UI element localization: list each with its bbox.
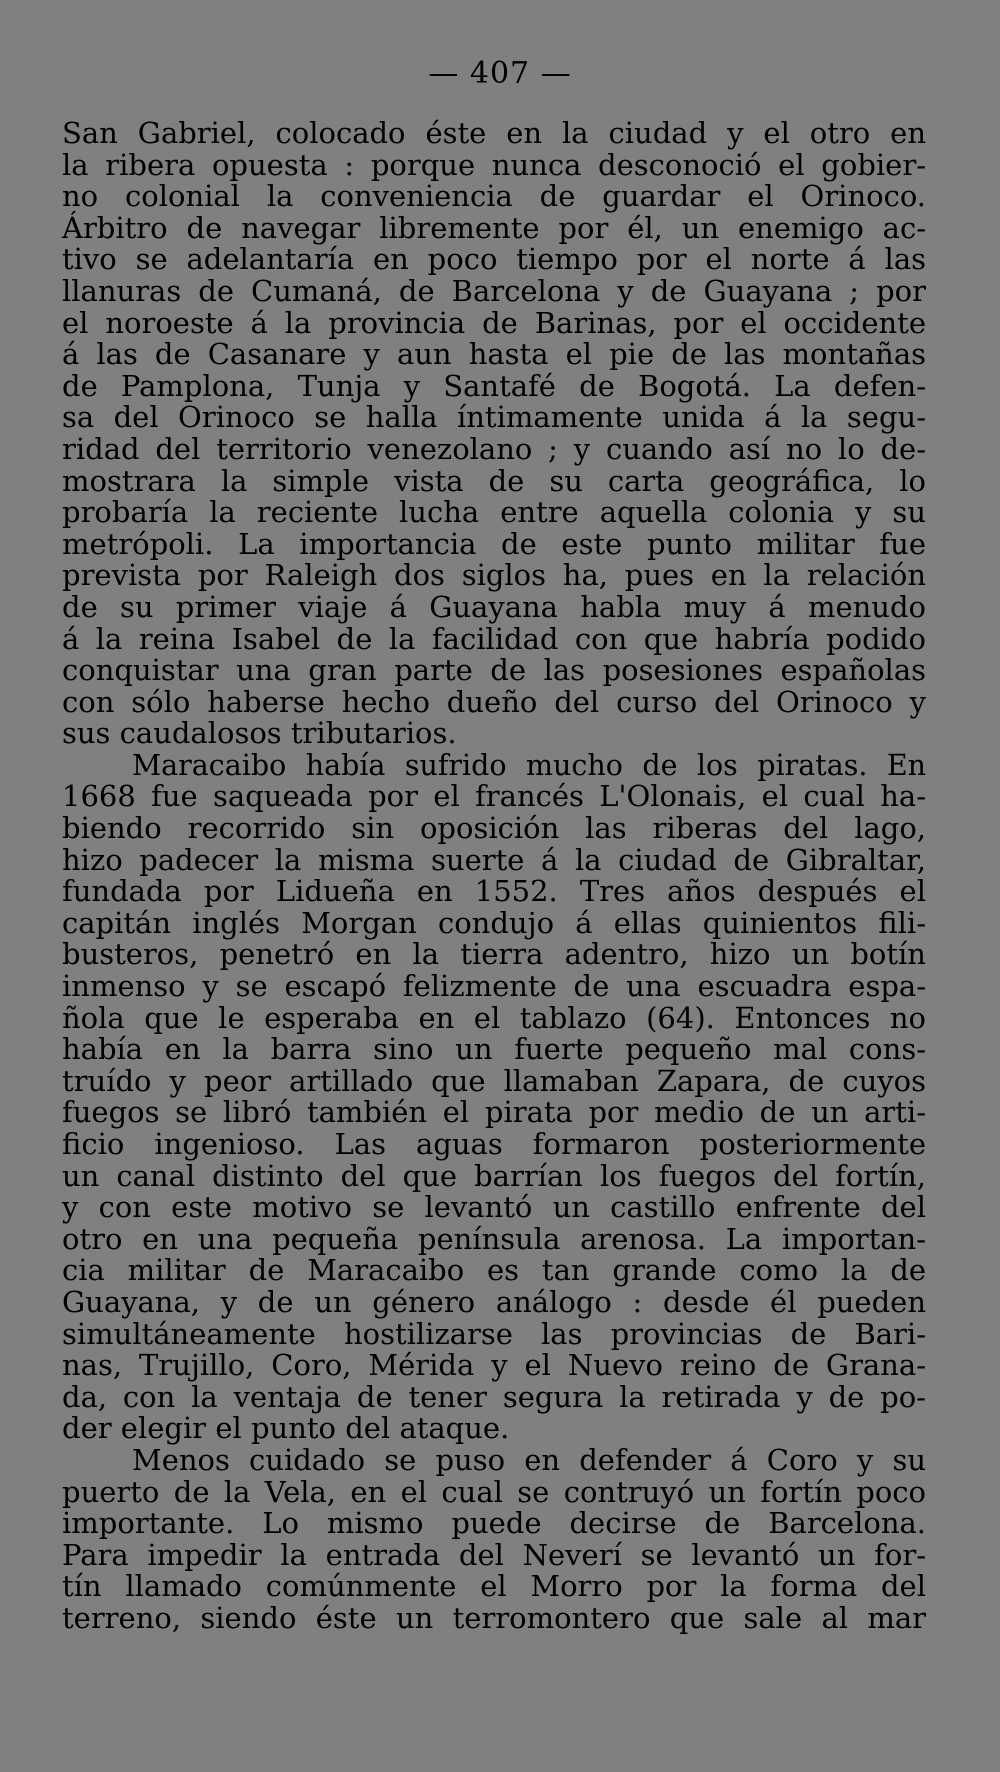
text-line: biendo recorrido sin oposición las riberas del lago,	[62, 811, 926, 846]
text-line: á la reina Isabel de la facilidad con que habría podido	[62, 621, 926, 656]
text-line: un canal distinto del que barrían los fuegos del fortín,	[62, 1158, 926, 1193]
text-line: probaría la reciente lucha entre aquella colonia y su	[62, 495, 926, 530]
text-line: metrópoli. La importancia de este punto militar fue	[62, 526, 926, 561]
text-line: ñola que le esperaba en el tablazo (64). Entonces no	[62, 1000, 926, 1035]
text-line: capitán inglés Morgan condujo á ellas quinientos fili-	[62, 905, 926, 940]
text-line: conquistar una gran parte de las posesiones españolas	[62, 653, 926, 688]
text-line: la ribera opuesta : porque nunca desconoció el gobier-	[62, 147, 926, 182]
text-line: tivo se adelantaría en poco tiempo por el norte á las	[62, 242, 926, 277]
text-line: Maracaibo había sufrido mucho de los piratas. En	[132, 748, 926, 782]
text-line: otro en una pequeña península arenosa. La importan-	[62, 1221, 926, 1256]
text-line: Menos cuidado se puso en defender á Coro y su	[132, 1442, 926, 1477]
text-line: había en la barra sino un fuerte pequeño mal cons-	[62, 1032, 926, 1067]
text-line: cia militar de Maracaibo es tan grande como la de	[62, 1253, 926, 1288]
page-number: — 407 —	[428, 56, 572, 91]
text-line: á las de Casanare y aun hasta el pie de las montañas	[62, 337, 926, 372]
text-line: Guayana, y de un género análogo : desde él pueden	[62, 1284, 926, 1319]
text-line: prevista por Raleigh dos siglos ha, pues en la relación	[62, 558, 926, 593]
text-line: el noroeste á la provincia de Barinas, por el occidente	[62, 305, 926, 340]
text-line: sa del Orinoco se halla íntimamente unida á la segu-	[62, 400, 926, 435]
text-line: busteros, penetró en la tierra adentro, hizo un botín	[62, 937, 926, 972]
text-line: nas, Trujillo, Coro, Mérida y el Nuevo reino de Grana-	[62, 1348, 926, 1383]
text-line: San Gabriel, colocado éste en la ciudad y el otro en	[62, 116, 926, 150]
text-line: no colonial la conveniencia de guardar el Orinoco.	[62, 179, 926, 214]
text-line: Árbitro de navegar libremente por él, un enemigo ac-	[62, 210, 926, 245]
text-line: y con este motivo se levantó un castillo enfrente del	[62, 1190, 926, 1225]
text-line: fundada por Lidueña en 1552. Tres años después el	[62, 874, 926, 909]
text-line: simultáneamente hostilizarse las provincias de Bari-	[62, 1316, 926, 1351]
text-line: sus caudalosos tributarios.	[62, 716, 457, 751]
text-line: 1668 fue saqueada por el francés L'Olonais, el cual ha-	[62, 779, 926, 814]
text-line: der elegir el punto del ataque.	[62, 1411, 510, 1446]
text-line: con sólo haberse hecho dueño del curso del Orinoco y	[62, 684, 926, 719]
body-text	[62, 118, 926, 1635]
text-line: fuegos se libró también el pirata por medio de un arti-	[62, 1095, 926, 1130]
text-line: tín llamado comúnmente el Morro por la forma del	[62, 1569, 926, 1604]
text-line: de Pamplona, Tunja y Santafé de Bogotá. La defen-	[62, 368, 926, 403]
text-line: de su primer viaje á Guayana habla muy á menudo	[62, 589, 926, 624]
text-line: llanuras de Cumaná, de Barcelona y de Guayana ; por	[62, 273, 926, 308]
text-line: importante. Lo mismo puede decirse de Barcelona.	[62, 1506, 926, 1541]
text-line: ridad del territorio venezolano ; y cuando así no lo de-	[62, 431, 926, 466]
text-line: hizo padecer la misma suerte á la ciudad de Gibraltar,	[62, 842, 926, 877]
text-line: Para impedir la entrada del Neverí se levantó un for-	[62, 1537, 926, 1572]
text-line: ficio ingenioso. Las aguas formaron posteriormente	[62, 1127, 926, 1161]
text-line: da, con la ventaja de tener segura la retirada y de po-	[62, 1379, 926, 1414]
text-line: mostrara la simple vista de su carta geográfica, lo	[62, 463, 926, 498]
text-line: terreno, siendo éste un terromontero que sale al mar	[62, 1600, 926, 1635]
text-line: inmenso y se escapó felizmente de una escuadra espa-	[62, 969, 926, 1004]
text-line: truído y peor artillado que llamaban Zapara, de cuyos	[62, 1063, 926, 1098]
text-line: puerto de la Vela, en el cual se contruyó un fortín poco	[62, 1474, 926, 1509]
